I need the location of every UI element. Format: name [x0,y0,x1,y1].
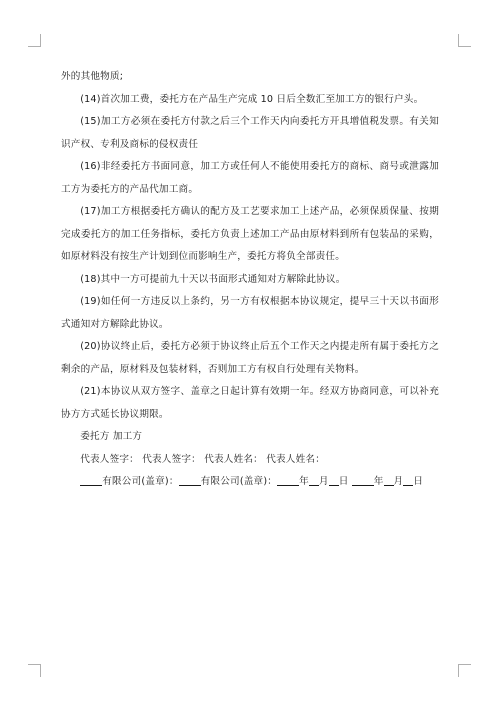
crop-mark-top-right [458,34,471,47]
crop-mark-bottom-left [28,664,41,677]
year-label-b: 年 [373,476,384,487]
blank-day-a [329,473,339,486]
year-label-a: 年 [299,476,309,487]
blank-month-b [384,473,394,486]
clause-16: (16)非经委托方书面同意，加工方或任何人不能使用委托方的商标、商号或泄露加工方为委托方的产品代加工商。 [61,161,439,195]
company-b-seal-label: 有限公司(盖章)： [200,476,278,487]
clause-19: (19)如任何一方违反以上条约，另一方有权根据本协议规定，提早三十天以书面形式通知对方解除此协议。 [61,296,439,330]
day-label-b: 日 [413,476,424,487]
document-body [61,66,439,494]
blank-month-a [309,473,319,486]
blank-year-a [277,473,299,486]
month-label-b: 月 [393,476,404,487]
blank-day-b [403,473,413,486]
clause-21: (21)本协议从双方签字、盖章之日起计算有效期一年。经双方协商同意，可以补充协方方式延长协议期限。 [61,386,439,420]
clause-18: (18)其中一方可提前九十天以书面形式通知对方解除此协议。 [80,273,346,285]
crop-mark-top-left [28,34,41,47]
month-label-a: 月 [318,476,329,487]
blank-company-a [80,473,102,486]
clause-15: (15)加工方必须在委托方付款之后三个工作天内向委托方开具增值税发票。有关知识产权、专利及商标的侵权责任 [61,116,439,150]
signatures-line: 代表人签字： 代表人签字： 代表人姓名： 代表人姓名： [80,453,325,465]
clause-17: (17)加工方根据委托方确认的配方及工艺要求加工上述产品，必须保质保量、按期完成委托方的加工任务指标，委托方负责上述加工产品由原材料到所有包装品的采购，如原材料没有按生产计划到位而影响生产，委托方将负全部责任。 [61,206,439,262]
seal-date-line [61,471,439,494]
blank-year-b [352,473,374,486]
paragraph-lead: 外的其他物质; [61,71,124,82]
clause-14: (14)首次加工费，委托方在产品生产完成 10 日后全数汇至加工方的银行户头。 [80,93,424,105]
company-a-seal-label: 有限公司(盖章)： [102,476,179,487]
parties-line: 委托方 加工方 [80,431,143,442]
crop-mark-bottom-right [458,664,471,677]
blank-company-b [179,473,201,486]
day-label-a: 日 [338,476,349,487]
clause-20: (20)协议终止后，委托方必须于协议终止后五个工作天之内提走所有属于委托方之剩余的产品，原材料及包装材料，否则加工方有权自行处理有关物料。 [61,341,439,375]
